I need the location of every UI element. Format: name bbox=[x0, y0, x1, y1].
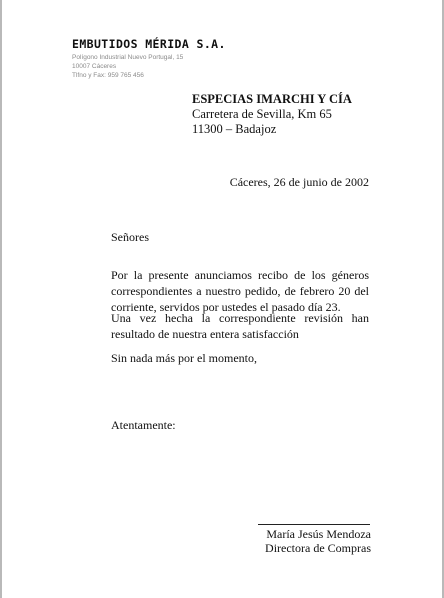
signature-title: Directora de Compras bbox=[265, 541, 371, 555]
salutation: Señores bbox=[111, 230, 149, 244]
recipient-city: 11300 – Badajoz bbox=[192, 122, 277, 136]
sender-address-line2: 10007 Cáceres bbox=[72, 63, 117, 70]
sender-company-name: EMBUTIDOS MÉRIDA S.A. bbox=[72, 37, 226, 51]
signature-line bbox=[258, 524, 370, 525]
letter-date: Cáceres, 26 de junio de 2002 bbox=[229, 175, 369, 189]
signature-name: María Jesús Mendoza bbox=[266, 527, 371, 541]
recipient-name: ESPECIAS IMARCHI Y CÍA bbox=[192, 92, 352, 106]
recipient-street: Carretera de Sevilla, Km 65 bbox=[192, 107, 332, 121]
sender-phone: Tlfno y Fax: 959 765 456 bbox=[72, 72, 144, 79]
closing-line: Sin nada más por el momento, bbox=[111, 351, 257, 365]
page-left-border bbox=[0, 0, 2, 598]
body-paragraph-2: Una vez hecha la correspondiente revisión han resultado de nuestra entera satisfacción bbox=[111, 311, 369, 341]
sign-off: Atentamente: bbox=[111, 418, 176, 432]
recipient-block bbox=[192, 92, 352, 137]
sender-address-line1: Polígono Industrial Nuevo Portugal, 15 bbox=[72, 54, 184, 61]
body-paragraph-1: Por la presente anunciamos recibo de los géneros correspondientes a nuestro pedido, de febrero 20 del corriente, servidos por ustedes el pasado día 23. bbox=[111, 268, 369, 314]
